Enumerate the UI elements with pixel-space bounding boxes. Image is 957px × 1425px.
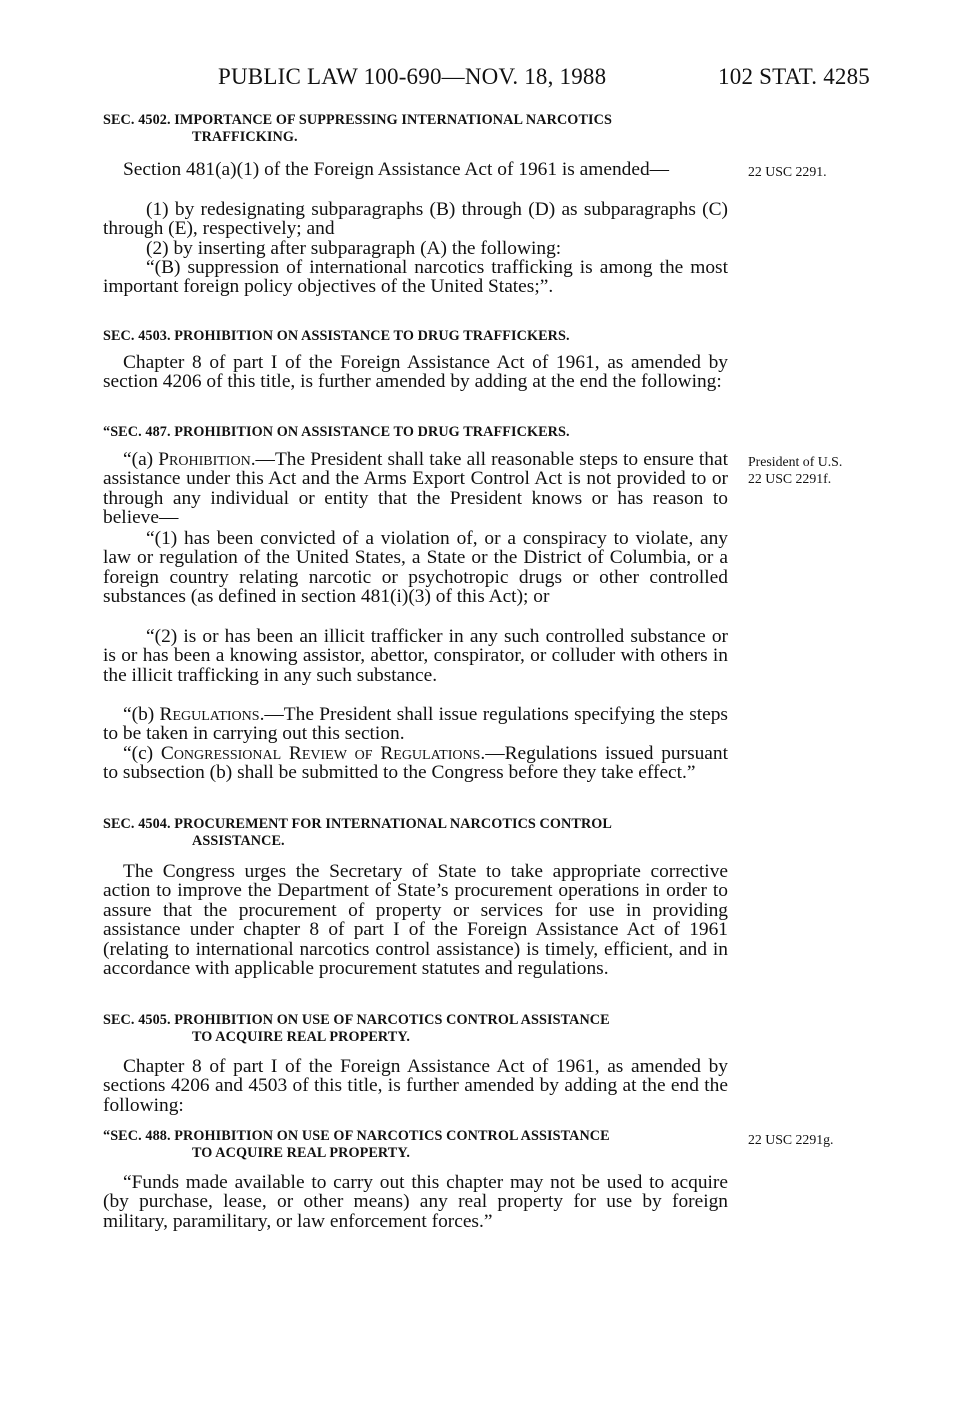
sec-487-subsection-a	[103, 450, 728, 528]
sec-4502-heading-line1: SEC. 4502. IMPORTANCE OF SUPPRESSING INTERNATIONAL NARCOTICS	[103, 112, 612, 128]
sec-487-heading: “SEC. 487. PROHIBITION ON ASSISTANCE TO DRUG TRAFFICKERS.	[103, 424, 570, 440]
sec-487-paragraph-2: “(2) is or has been an illicit trafficker in any such controlled substance or is or has been a knowing assistor, abettor, conspirator, or colluder with others in the illicit trafficking in any such substance.	[103, 626, 728, 686]
sec-4505-heading	[103, 1012, 728, 1046]
sidenote-22-usc-2291: 22 USC 2291.	[748, 164, 827, 179]
sidenote-president	[748, 453, 948, 487]
sec-488-heading	[103, 1128, 728, 1162]
sec-487-c-label: “(c)	[123, 743, 161, 764]
sec-487-a-caption: Prohibition	[158, 449, 251, 470]
sec-4504-heading	[103, 816, 728, 850]
sec-487-b-label: “(b)	[123, 704, 160, 725]
sec-487-c-text: .—Regulations issued pursuant to subsection (b) shall be submitted to the Congress before they take effect.”	[103, 743, 729, 784]
sec-488-heading-line1: “SEC. 488. PROHIBITION ON USE OF NARCOTICS CONTROL ASSISTANCE	[103, 1128, 610, 1144]
sec-487-subsection-b	[103, 705, 728, 744]
sec-4504-heading-line2: ASSISTANCE.	[192, 833, 285, 849]
running-head-law: PUBLIC LAW 100-690—NOV. 18, 1988	[218, 64, 607, 89]
sec-4502-clause-1: (1) by redesignating subparagraphs (B) through (D) as subparagraphs (C) through (E), respectively; and	[103, 199, 728, 240]
sec-4505-heading-line2: TO ACQUIRE REAL PROPERTY.	[192, 1029, 411, 1045]
running-head	[218, 64, 870, 92]
sidenote-president-line1: President of U.S.	[748, 454, 843, 469]
sec-4502-heading	[103, 112, 728, 146]
sec-487-a-label: “(a)	[123, 449, 159, 470]
sec-4504-heading-line1: SEC. 4504. PROCUREMENT FOR INTERNATIONAL NARCOTICS CONTROL	[103, 816, 612, 832]
sec-488-heading-line2: TO ACQUIRE REAL PROPERTY.	[192, 1145, 411, 1161]
sec-487-subsection-c	[103, 744, 728, 783]
sec-487-paragraph-1: “(1) has been convicted of a violation of, or a conspiracy to violate, any law or regulation of the United States, a State or the District of Columbia, or a foreign country relating narcotic or psychotropic drugs or other controlled substances (as defined in section 481(i)(3) of this Act); or	[103, 528, 728, 608]
sec-4505-heading-line1: SEC. 4505. PROHIBITION ON USE OF NARCOTICS CONTROL ASSISTANCE	[103, 1012, 610, 1028]
sec-487-b-caption: Regulations	[159, 704, 260, 725]
sec-4502-subparagraph-b: “(B) suppression of international narcotics trafficking is among the most important foreign policy objectives of the United States;”.	[103, 257, 728, 298]
sec-4502-clause-2: (2) by inserting after subparagraph (A) the following:	[146, 238, 562, 259]
sec-4503-text: Chapter 8 of part I of the Foreign Assistance Act of 1961, as amended by section 4206 of this title, is further amended by adding at the end the following:	[103, 352, 728, 393]
running-head-stat: 102 STAT. 4285	[718, 64, 870, 89]
sec-4502-heading-line2: TRAFFICKING.	[192, 129, 298, 145]
sec-487-a-text: .—The President shall take all reasonable steps to ensure that assistance under this Act and the Arms Export Control Act is not provided to or through any individual or entity that the President knows or has reason to believe—	[103, 449, 728, 529]
sidenote-22-usc-2291g: 22 USC 2291g.	[748, 1132, 834, 1147]
sec-4504-text: The Congress urges the Secretary of State to take appropriate corrective action to improve the Department of State’s procurement operations in order to assure that the procurement of property or services for use in providing assistance under chapter 8 of part I of the Foreign Assistance Act of 1961 (relating to international narcotics control assistance) is timely, efficient, and in accordance with applicable procurement statutes and regulations.	[103, 861, 728, 980]
sidenote-president-line2: 22 USC 2291f.	[748, 471, 832, 486]
sec-4503-heading: SEC. 4503. PROHIBITION ON ASSISTANCE TO DRUG TRAFFICKERS.	[103, 328, 570, 344]
sec-487-c-caption: Congressional Review of Regulations	[160, 743, 481, 764]
sec-488-text: “Funds made available to carry out this chapter may not be used to acquire (by purchase, lease, or other means) any real property for use by foreign military, paramilitary, or law enforcement forces.”	[103, 1172, 728, 1232]
sec-4505-text: Chapter 8 of part I of the Foreign Assistance Act of 1961, as amended by sections 4206 and 4503 of this title, is further amended by adding at the end the following:	[103, 1056, 728, 1116]
sec-4502-intro: Section 481(a)(1) of the Foreign Assistance Act of 1961 is amended—	[123, 159, 670, 180]
sec-487-b-text: .—The President shall issue regulations specifying the steps to be taken in carrying out this section.	[103, 704, 728, 745]
